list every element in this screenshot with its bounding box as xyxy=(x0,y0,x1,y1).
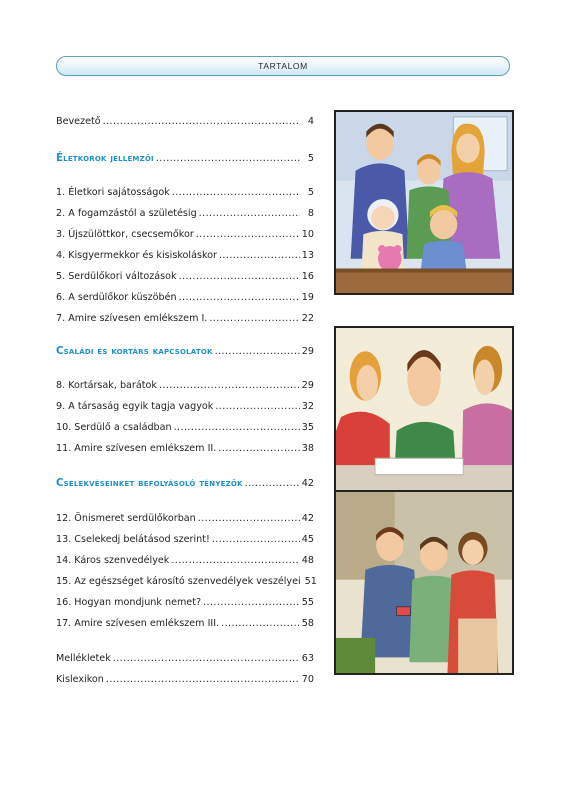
toc-entry-page: 10 xyxy=(301,229,314,240)
toc-entry-page: 4 xyxy=(307,116,314,127)
toc-leader-dots xyxy=(218,442,299,456)
toc-entry-title: 17. Amire szívesen emlékszem III. xyxy=(56,618,220,629)
toc-entry-page: 58 xyxy=(301,618,314,629)
toc-entry-title: 2. A fogamzástól a születésig xyxy=(56,208,197,219)
toc-entry-title: 4. Kisgyermekkor és kisiskoláskor xyxy=(56,250,217,261)
toc-entry-title: 15. Az egészséget károsító szenvedélyek veszélyei xyxy=(56,576,301,587)
toc-entry-title: Mellékletek xyxy=(56,653,111,664)
toc-entry-title: 8. Kortársak, barátok xyxy=(56,380,157,391)
toc-leader-dots xyxy=(215,345,300,359)
toc-entry[interactable] xyxy=(56,512,314,526)
toc-leader-dots xyxy=(212,533,300,547)
toc-entry[interactable] xyxy=(56,186,314,200)
toc-leader-dots xyxy=(113,652,300,666)
toc-entry[interactable] xyxy=(56,652,314,666)
toc-entry[interactable] xyxy=(56,617,314,631)
toc-entry[interactable] xyxy=(56,379,314,393)
toc-entry-page: 70 xyxy=(301,674,314,685)
toc-entry-title: Kislexikon xyxy=(56,674,104,685)
family-portrait-illustration xyxy=(334,110,514,295)
toc-entry-page: 51 xyxy=(304,576,317,587)
toc-section-page: 5 xyxy=(307,153,314,164)
toc-leader-dots xyxy=(103,115,300,129)
toc-entry-title: 9. A társaság egyik tagja vagyok xyxy=(56,401,214,412)
toc-leader-dots xyxy=(179,270,300,284)
toc-leader-dots xyxy=(198,512,300,526)
toc-leader-dots xyxy=(203,596,300,610)
toc-leader-dots xyxy=(196,228,300,242)
toc-entry-page: 42 xyxy=(301,513,314,524)
page-title: TARTALOM xyxy=(258,61,308,71)
toc-leader-dots xyxy=(179,291,300,305)
toc-section-page: 29 xyxy=(301,346,314,357)
toc-entry-title: 5. Serdülőkori változások xyxy=(56,271,177,282)
toc-leader-dots xyxy=(156,152,300,166)
toc-entry-page: 48 xyxy=(301,555,314,566)
toc-entry[interactable] xyxy=(56,533,314,547)
toc-entry-page: 63 xyxy=(301,653,314,664)
toc-entry-page: 22 xyxy=(301,313,314,324)
toc-entry[interactable] xyxy=(56,228,314,242)
toc-entry-page: 8 xyxy=(307,208,314,219)
toc-section-title: Életkorok jellemzői xyxy=(56,153,154,164)
toc-entry[interactable] xyxy=(56,249,314,263)
toc-entry[interactable] xyxy=(56,400,314,414)
toc-entry-page: 38 xyxy=(301,443,314,454)
toc-entry-page: 35 xyxy=(301,422,314,433)
toc-entry-page: 32 xyxy=(301,401,314,412)
toc-entry-title: 1. Életkori sajátosságok xyxy=(56,187,170,198)
toc-entry-page: 45 xyxy=(301,534,314,545)
toc-entry[interactable] xyxy=(56,270,314,284)
toc-entry[interactable] xyxy=(56,291,314,305)
toc-entry-title: 3. Újszülöttkor, csecsemőkor xyxy=(56,229,194,240)
toc-entry-page: 55 xyxy=(301,597,314,608)
toc-entry[interactable] xyxy=(56,421,314,435)
toc-section-page: 42 xyxy=(301,478,314,489)
toc-entry-page: 19 xyxy=(301,292,314,303)
toc-leader-dots xyxy=(106,673,300,687)
toc-entry-title: 6. A serdülőkor küszöbén xyxy=(56,292,177,303)
toc-leader-dots xyxy=(171,554,299,568)
toc-leader-dots xyxy=(221,617,300,631)
toc-section-heading[interactable] xyxy=(56,477,314,491)
toc-leader-dots xyxy=(219,249,300,263)
toc-entry[interactable] xyxy=(56,207,314,221)
toc-entry[interactable] xyxy=(56,554,314,568)
toc-entry[interactable] xyxy=(56,596,314,610)
toc-entry-title: 13. Cselekedj belátásod szerint! xyxy=(56,534,210,545)
toc-entry[interactable] xyxy=(56,115,314,129)
toc-section-title: Cselekvéseinket befolyásoló tényezők xyxy=(56,478,243,489)
friends-at-table-illustration xyxy=(334,326,514,511)
toc-section-heading[interactable] xyxy=(56,152,314,166)
toc-entry[interactable] xyxy=(56,673,314,687)
toc-entry-title: 16. Hogyan mondjunk nemet? xyxy=(56,597,202,608)
toc-entry[interactable] xyxy=(56,312,314,326)
toc-section-title: Családi és kortárs kapcsolatok xyxy=(56,346,213,357)
contents-header-bar xyxy=(56,56,510,76)
toc-leader-dots xyxy=(209,312,299,326)
toc-entry[interactable] xyxy=(56,575,317,589)
toc-entry-title: 7. Amire szívesen emlékszem I. xyxy=(56,313,208,324)
toc-leader-dots xyxy=(215,400,299,414)
toc-leader-dots xyxy=(159,379,300,393)
toc-entry-title: 10. Serdülő a családban xyxy=(56,422,172,433)
toc-entry-title: 14. Káros szenvedélyek xyxy=(56,555,170,566)
toc-section-heading[interactable] xyxy=(56,345,314,359)
toc-entry-title: 12. Önismeret serdülőkorban xyxy=(56,513,196,524)
toc-leader-dots xyxy=(174,421,300,435)
toc-entry-title: Bevezető xyxy=(56,116,101,127)
toc-entry[interactable] xyxy=(56,442,314,456)
toc-entry-title: 11. Amire szívesen emlékszem II. xyxy=(56,443,217,454)
toc-entry-page: 13 xyxy=(301,250,314,261)
toc-leader-dots xyxy=(172,186,300,200)
toc-entry-page: 5 xyxy=(307,187,314,198)
toc-entry-page: 29 xyxy=(301,380,314,391)
toc-leader-dots xyxy=(245,477,300,491)
toc-entry-page: 16 xyxy=(301,271,314,282)
toc-leader-dots xyxy=(199,207,300,221)
boy-offered-cigarette-illustration xyxy=(334,490,514,675)
